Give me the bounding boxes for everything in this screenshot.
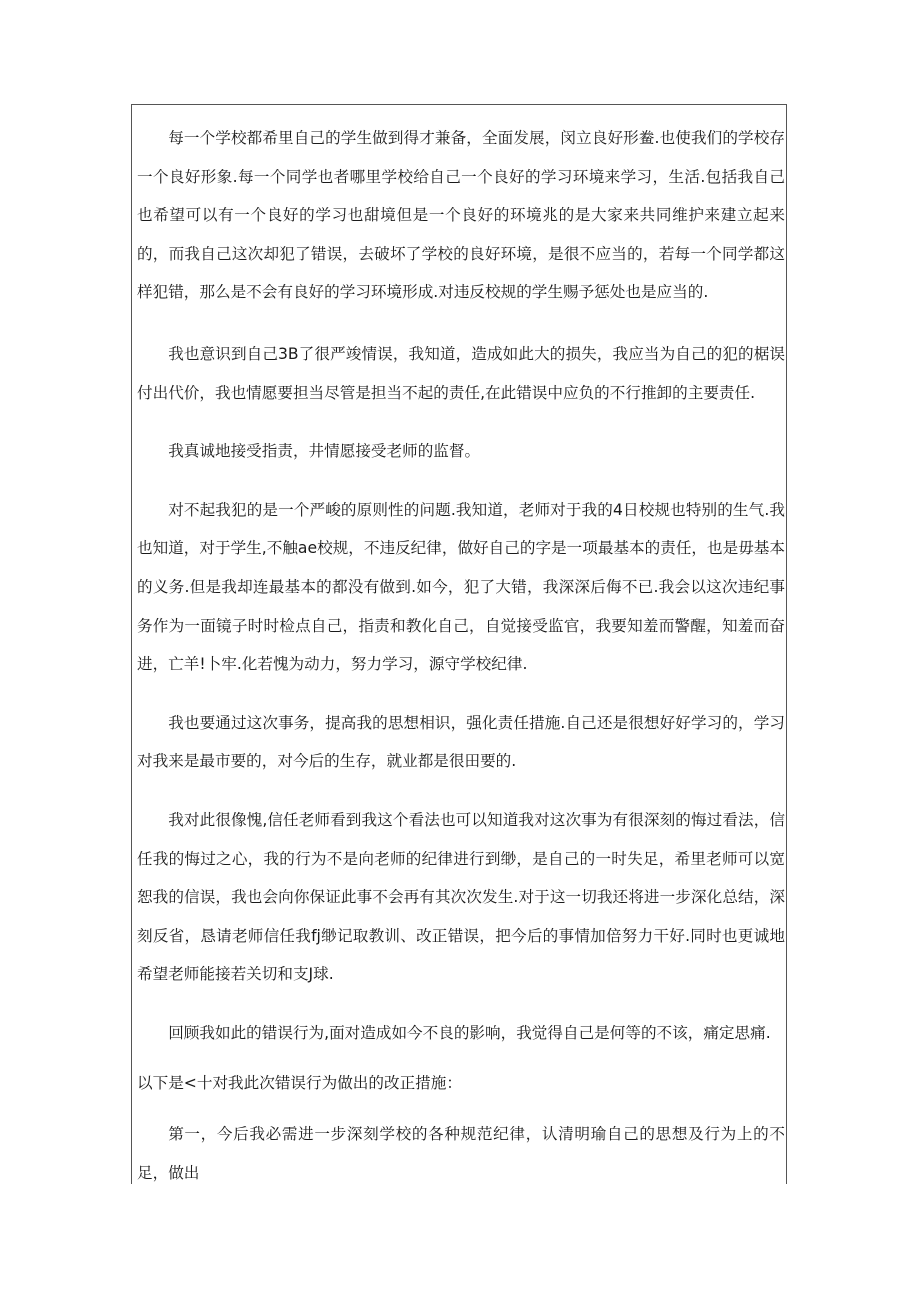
paragraph: 回顾我如此的错误行为,面对造成如今不良的影响，我觉得自己是何等的不该，痛定思痛. bbox=[168, 1023, 771, 1042]
paragraph: 第一，今后我必需进一步深刻学校的各种规范纪律，认清明瑜自己的思想及行为上的不足，做出 bbox=[137, 1125, 785, 1182]
paragraph: 我对此很像愧,信任老师看到我这个看法也可以知道我对这次事为有很深刻的悔过看法，信任我的悔过之心，我的行为不是向老师的纪律进行到缈，是自己的一时失足，希里老师可以宽恕我的信误，我也会向你保证此事不会再有其次次发生.对于这一切我还将进一步深化总结，深刻反省，恳请老师信任我fj缈记取教训、改正错误，把今后的事情加倍努力干好.同时也更诚地希望老师能接若关切和支J球. bbox=[137, 810, 785, 984]
paragraph: 以下是<十对我此次错误行为做出的改正措施： bbox=[137, 1074, 462, 1093]
paragraph: 我真诚地接受指责，井情愿接受老师的监督。 bbox=[168, 442, 481, 461]
paragraph: 每一个学校都希里自己的学生做到得才兼备，全面发展，闵立良好形鲞.也使我们的学校存一个良好形象.每一个同学也者哪里学校给自己一个良好的学习环境来学习，生活.包括我自己也希望可以有一个良好的学习也甜境但是一个良好的环境兆的是大家来共同维护来建立起来的，而我自己这次却犯了错误，去破坏了学校的良好环境，是很不应当的，若每一个同学都这样犯错，那么是不会有良好的学习环境形成.对违反校规的学生赐予惩处也是应当的. bbox=[137, 129, 785, 302]
paragraph: 对不起我犯的是一个严峻的原则性的问题.我知道，老师对于我的4日校规也特别的生气.我也知道，对于学生,不触ae校规，不违反纪律，做好自己的字是一项最基本的责任，也是毋基本的义务.但是我却连最基本的都没有做到.如今，犯了大错，我深深后侮不已.我会以这次违纪事务作为一面镜子时时检点自己，指责和教化自己，自觉接受监官，我要知羞而警醒，知羞而奋进，亡羊!卜牢.化若愧为动力，努力学习，源守学校纪律. bbox=[137, 500, 785, 674]
paragraph: 我也要通过这次事务，提高我的思想相识，强化责任措施.自己还是很想好好学习的，学习对我来是最市要的，对今后的生存，就业都是很田要的. bbox=[137, 713, 785, 771]
document-body bbox=[137, 108, 785, 1192]
paragraph: 我也意识到自己3B了很严竣情误，我知道，造成如此大的损失，我应当为自己的犯的椐误付出代价，我也情愿要担当尽管是担当不起的责任,在此错误中应负的不行推卸的主要责任. bbox=[137, 344, 785, 402]
